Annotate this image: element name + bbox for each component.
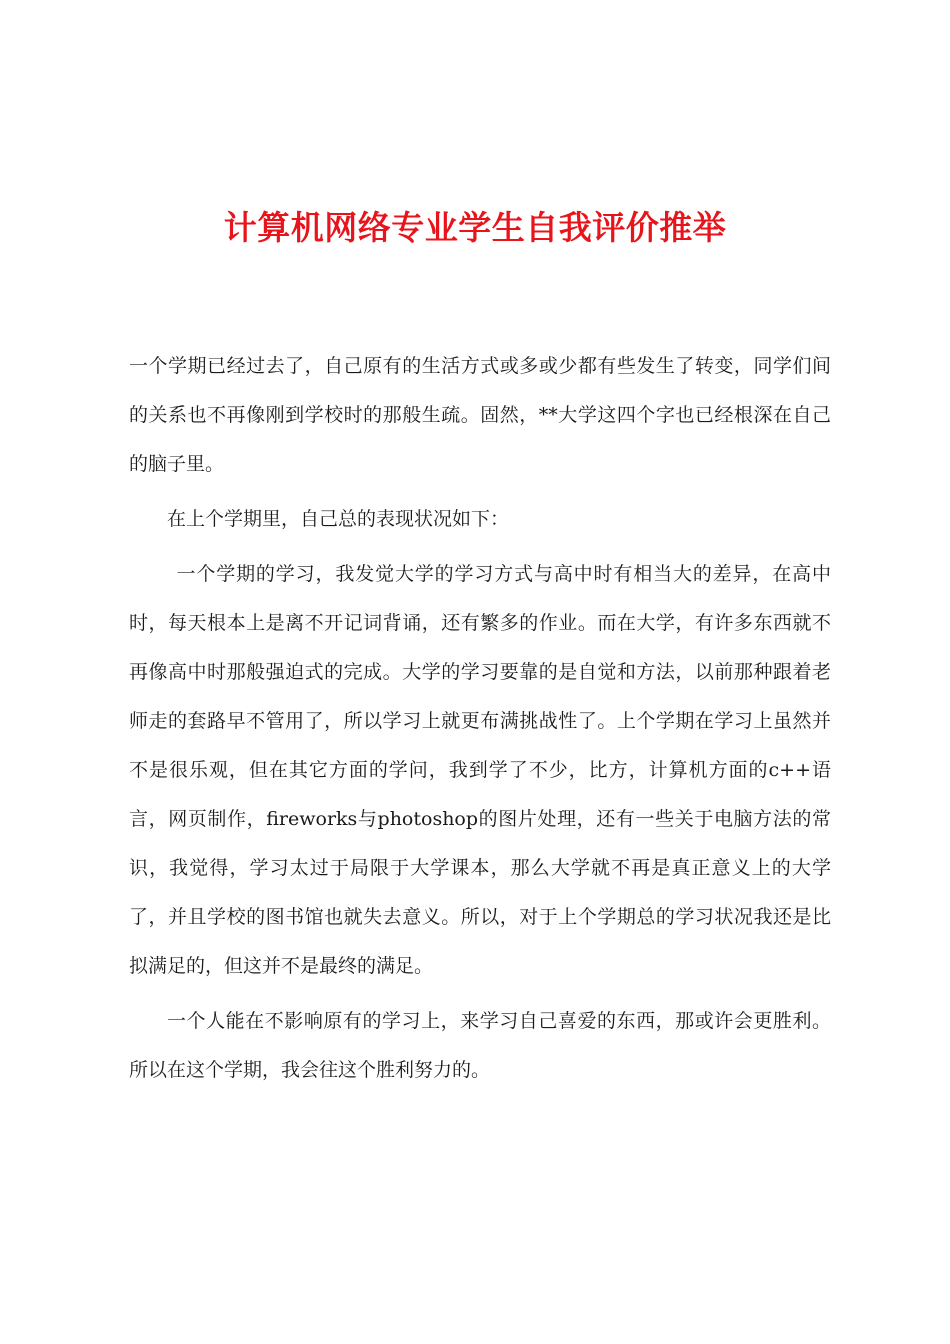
paragraph-intro: 一个学期已经过去了，自己原有的生活方式或多或少都有些发生了转变，同学们间的关系也不再像刚到学校时的那般生疏。固然，**大学这四个字也已经根深在自己的脑子里。: [129, 355, 831, 475]
paragraph-goal: 一个人能在不影响原有的学习上，来学习自己喜爱的东西，那或许会更胜利。所以在这个学期，我会往这个胜利努力的。: [129, 1010, 831, 1081]
document-title: 计算机网络专业学生自我评价推举: [223, 208, 727, 247]
document-body: [129, 342, 831, 1101]
paragraph-summary-lead: 在上个学期里，自己总的表现状况如下：: [167, 508, 510, 530]
paragraph-study: 一个学期的学习，我发觉大学的学习方式与高中时有相当大的差异，在高中时，每天根本上是离不开记词背诵，还有繁多的作业。而在大学，有许多东西就不再像高中时那般强迫式的完成。大学的学习要靠的是自觉和方法，以前那种跟着老师走的套路早不管用了，所以学习上就更布满挑战性了。上个学期在学习上虽然并不是很乐观，但在其它方面的学问，我到学了不少，比方，计算机方面的c++语言，网页制作，fireworks与photoshop的图片处理，还有一些关于电脑方法的常识，我觉得，学习太过于局限于大学课本，那么大学就不再是真正意义上的大学了，并且学校的图书馆也就失去意义。所以，对于上个学期总的学习状况我还是比拟满足的，但这并不是最终的满足。: [129, 563, 831, 977]
